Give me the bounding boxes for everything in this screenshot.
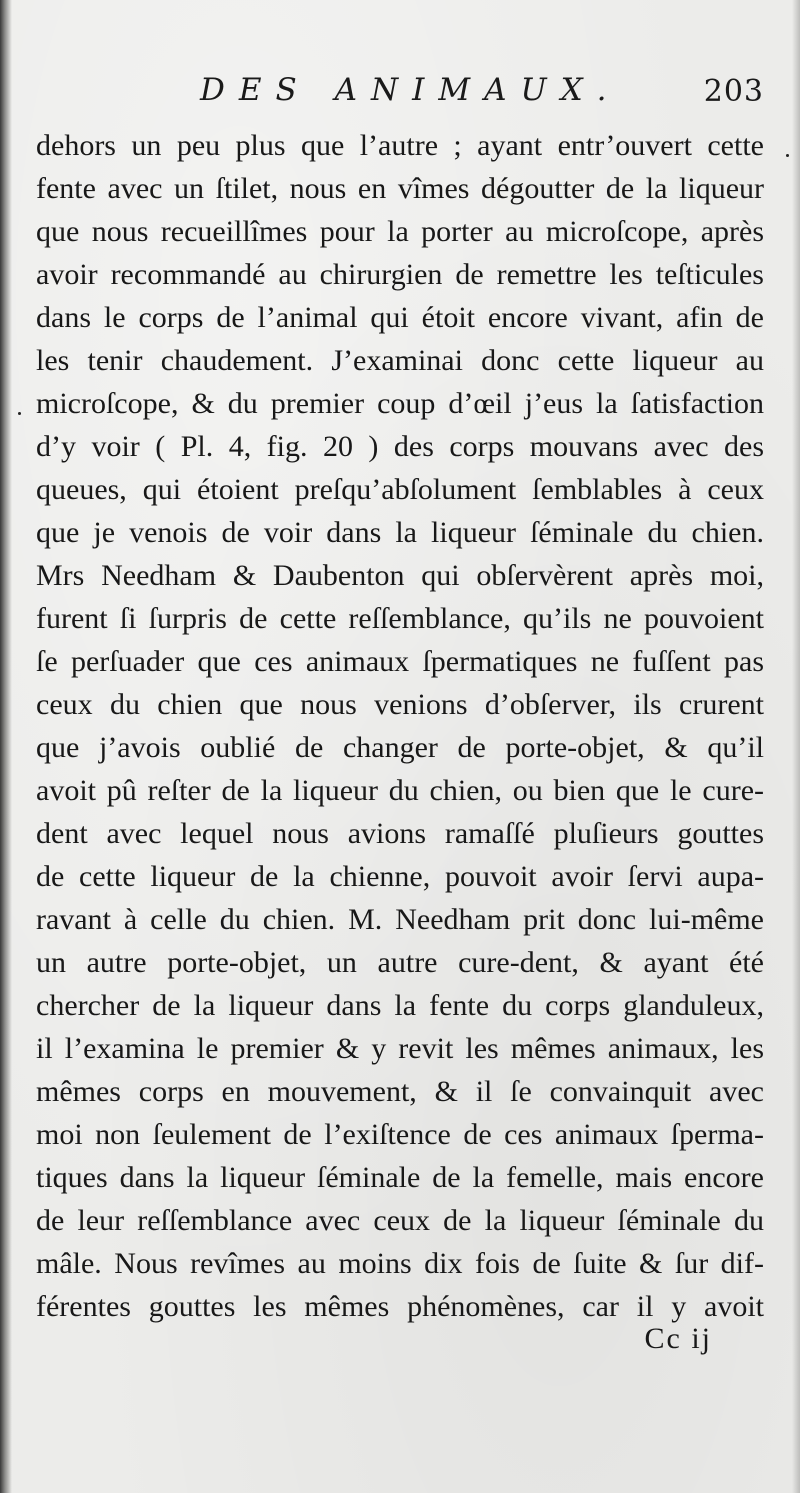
text-line: que je venois de voir dans la liqueur ſéminale du chien. bbox=[36, 516, 764, 549]
text-line: que j’avois oublié de changer de porte-objet, & qu’il bbox=[36, 731, 764, 764]
text-line: ceux du chien que nous venions d’obſerver, ils crurent bbox=[36, 688, 764, 721]
page-right-edge-shadow bbox=[792, 0, 800, 1493]
text-line: queues, qui étoient preſqu’abſolument ſemblables à ceux bbox=[36, 473, 764, 506]
ink-speck bbox=[18, 412, 21, 415]
text-line: que nous recueillîmes pour la porter au microſcope, après bbox=[36, 215, 764, 248]
text-line: d’y voir ( Pl. 4, fig. 20 ) des corps mouvans avec des bbox=[36, 430, 764, 463]
page-left-edge-shadow bbox=[0, 0, 12, 1493]
text-line: ravant à celle du chien. M. Needham prit donc lui-même bbox=[36, 903, 764, 936]
text-line: avoit pû reſter de la liqueur du chien, ou bien que le cure- bbox=[36, 774, 764, 807]
page-header bbox=[0, 72, 800, 122]
text-line: mêmes corps en mouvement, & il ſe convainquit avec bbox=[36, 1075, 764, 1108]
text-line: de leur reſſemblance avec ceux de la liqueur ſéminale du bbox=[36, 1204, 764, 1237]
text-line: microſcope, & du premier coup d’œil j’eus la ſatisfaction bbox=[36, 387, 764, 420]
text-line: ſe perſuader que ces animaux ſpermatiques ne fuſſent pas bbox=[36, 645, 764, 678]
text-line: avoir recommandé au chirurgien de remettre les teſticules bbox=[36, 258, 764, 291]
page-number: 203 bbox=[703, 74, 764, 109]
signature-mark: Cc ij bbox=[644, 1322, 712, 1355]
text-line: fente avec un ſtilet, nous en vîmes dégoutter de la liqueur bbox=[36, 172, 764, 205]
text-line: furent ſi ſurpris de cette reſſemblance, qu’ils ne pouvoient bbox=[36, 602, 764, 635]
text-line: les tenir chaudement. J’examinai donc cette liqueur au bbox=[36, 344, 764, 377]
text-line: moi non ſeulement de l’exiſtence de ces animaux ſperma- bbox=[36, 1118, 764, 1151]
text-line: dehors un peu plus que l’autre ; ayant entr’ouvert cette bbox=[36, 129, 764, 162]
text-line: dent avec lequel nous avions ramaſſé pluſieurs gouttes bbox=[36, 817, 764, 850]
text-line: mâle. Nous revîmes au moins dix fois de ſuite & ſur dif- bbox=[36, 1247, 764, 1280]
text-line: dans le corps de l’animal qui étoit encore vivant, afin de bbox=[36, 301, 764, 334]
text-line: tiques dans la liqueur ſéminale de la femelle, mais encore bbox=[36, 1161, 764, 1194]
running-head: DES ANIMAUX. bbox=[200, 72, 621, 108]
text-line: un autre porte-objet, un autre cure-dent, & ayant été bbox=[36, 946, 764, 979]
text-line: Mrs Needham & Daubenton qui obſervèrent après moi, bbox=[36, 559, 764, 592]
text-line: férentes gouttes les mêmes phénomènes, car il y avoit bbox=[36, 1290, 764, 1323]
text-line: chercher de la liqueur dans la fente du corps glanduleux, bbox=[36, 989, 764, 1022]
text-line: de cette liqueur de la chienne, pouvoit avoir ſervi aupa- bbox=[36, 860, 764, 893]
body-text bbox=[36, 124, 764, 1328]
text-line: il l’examina le premier & y revit les mêmes animaux, les bbox=[36, 1032, 764, 1065]
ink-speck bbox=[786, 154, 789, 157]
